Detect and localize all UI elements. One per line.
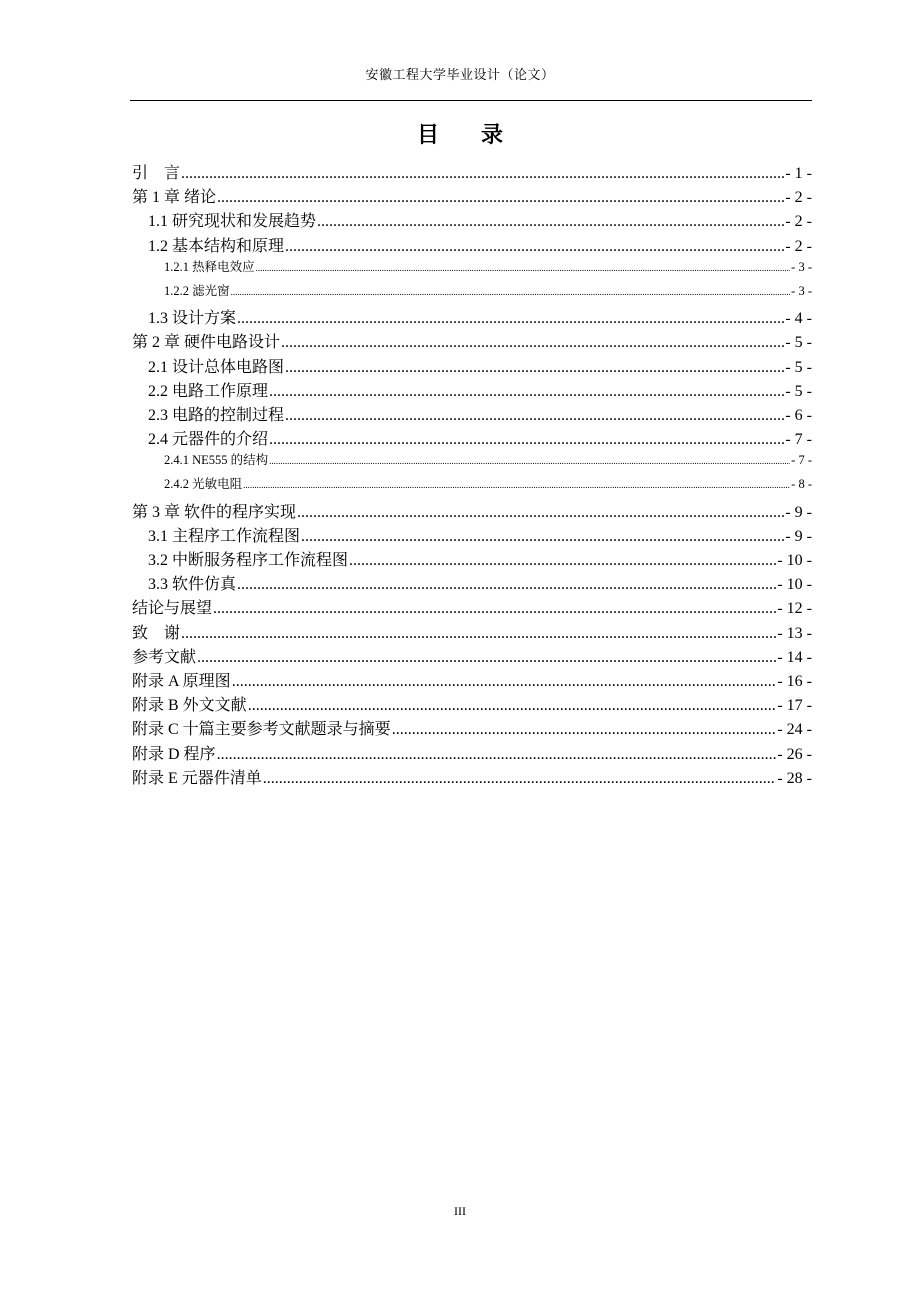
toc-entry[interactable] xyxy=(132,184,812,208)
toc-entry-page: - 9 - xyxy=(785,503,812,521)
toc-entry[interactable] xyxy=(132,233,812,257)
toc-entry-label: 参考文献 xyxy=(132,648,197,666)
toc-entry-page: - 13 - xyxy=(777,624,812,642)
toc-entry-label: 附录 C 十篇主要参考文献题录与摘要 xyxy=(132,721,391,739)
toc-entry-label: 第 3 章 软件的程序实现 xyxy=(132,503,297,521)
toc-entry-label: 2.4 元器件的介绍 xyxy=(148,431,269,449)
toc-entry[interactable] xyxy=(132,765,812,789)
toc-entry-label: 第 1 章 绪论 xyxy=(132,189,217,207)
toc-leader-dots xyxy=(248,697,777,715)
toc-entry[interactable] xyxy=(132,329,812,353)
toc-entry[interactable] xyxy=(132,620,812,644)
toc-entry-page: - 1 - xyxy=(785,165,812,182)
toc-entry[interactable] xyxy=(132,741,812,765)
toc-entry-label: 1.1 研究现状和发展趋势 xyxy=(148,213,317,231)
toc-leader-dots xyxy=(181,625,776,643)
toc-leader-dots xyxy=(297,504,784,522)
toc-entry-label: 附录 B 外文文献 xyxy=(132,697,247,715)
toc-leader-dots xyxy=(263,770,777,788)
toc-entry[interactable] xyxy=(132,547,812,571)
toc-entry-page: - 5 - xyxy=(785,382,812,400)
toc-leader-dots xyxy=(285,359,784,377)
toc-entry[interactable] xyxy=(132,474,812,498)
toc-entry[interactable] xyxy=(132,402,812,426)
toc-leader-dots xyxy=(392,721,777,739)
toc-leader-dots xyxy=(237,310,784,328)
toc-entry-page: - 10 - xyxy=(777,576,812,594)
toc-entry-page: - 5 - xyxy=(785,334,812,352)
toc-entry-page: - 14 - xyxy=(777,648,812,666)
toc-entry-label: 2.4.1 NE555 的结构 xyxy=(164,453,269,468)
toc-entry-label: 1.2 基本结构和原理 xyxy=(148,237,285,255)
toc-leader-dots xyxy=(181,165,784,183)
toc-leader-dots xyxy=(232,673,777,691)
toc-entry-page: - 4 - xyxy=(785,310,812,328)
toc-entry[interactable] xyxy=(132,499,812,523)
toc-entry-page: - 6 - xyxy=(785,406,812,424)
toc-leader-dots xyxy=(231,287,791,297)
toc-entry-page: - 3 - xyxy=(791,259,812,274)
toc-entry-page: - 12 - xyxy=(777,600,812,618)
toc-entry[interactable] xyxy=(132,692,812,716)
toc-entry-label: 附录 E 元器件清单 xyxy=(132,769,262,787)
toc-entry-label: 2.4.2 光敏电阻 xyxy=(164,477,243,492)
toc-entry-label: 2.2 电路工作原理 xyxy=(148,382,269,400)
toc-leader-dots xyxy=(349,552,776,570)
toc-entry-label: 1.2.2 滤光窗 xyxy=(164,283,230,298)
toc-entry-label: 3.2 中断服务程序工作流程图 xyxy=(148,552,349,569)
toc-entry-label: 1.2.1 热释电效应 xyxy=(164,259,255,274)
toc-entry-label: 2.3 电路的控制过程 xyxy=(148,406,285,424)
toc-entry-label: 结论与展望 xyxy=(132,600,213,618)
toc-leader-dots xyxy=(269,431,784,449)
toc-entry-page: - 8 - xyxy=(791,477,812,492)
toc-leader-dots xyxy=(269,383,784,401)
toc-entry[interactable] xyxy=(132,668,812,692)
toc-leader-dots xyxy=(269,456,790,466)
toc-leader-dots xyxy=(317,213,784,231)
toc-entry-label: 2.1 设计总体电路图 xyxy=(148,358,285,376)
toc-entry-page: - 2 - xyxy=(785,189,812,207)
toc-entry-page: - 16 - xyxy=(777,672,812,690)
toc-entry[interactable] xyxy=(132,281,812,305)
toc-entry-page: - 26 - xyxy=(777,745,812,763)
toc-leader-dots xyxy=(237,576,776,594)
header-divider xyxy=(130,100,812,101)
toc-entry[interactable] xyxy=(132,354,812,378)
toc-entry-page: - 28 - xyxy=(777,769,812,787)
page-number: III xyxy=(454,1204,466,1218)
toc-entry[interactable] xyxy=(132,644,812,668)
toc-entry[interactable] xyxy=(132,160,812,184)
toc-leader-dots xyxy=(301,528,784,546)
toc-entry[interactable] xyxy=(132,426,812,450)
toc-entry-label: 第 2 章 硬件电路设计 xyxy=(132,334,281,352)
toc-entry-page: - 2 - xyxy=(785,213,812,231)
toc-leader-dots xyxy=(256,263,791,273)
toc-title xyxy=(0,118,920,149)
toc-entry-label: 1.3 设计方案 xyxy=(148,310,237,328)
toc-entry-page: - 7 - xyxy=(791,453,812,468)
toc-entry[interactable] xyxy=(132,257,812,281)
toc-entry[interactable] xyxy=(132,305,812,329)
toc-leader-dots xyxy=(197,649,776,667)
toc-entry[interactable] xyxy=(132,716,812,740)
toc-leader-dots xyxy=(281,334,784,352)
toc-entry[interactable] xyxy=(132,378,812,402)
toc-leader-dots xyxy=(285,238,784,256)
toc-entry[interactable] xyxy=(132,571,812,595)
toc-entry-label: 引 言 xyxy=(132,165,181,182)
toc-title-right: 录 xyxy=(481,122,504,147)
toc-title-left: 目 xyxy=(416,122,439,147)
toc-entry-page: - 17 - xyxy=(777,697,812,715)
table-of-contents xyxy=(132,160,812,789)
toc-leader-dots xyxy=(243,480,790,490)
page-header: 安徽工程大学毕业设计（论文） xyxy=(365,67,555,82)
toc-entry-page: - 10 - xyxy=(777,552,812,569)
toc-entry[interactable] xyxy=(132,450,812,474)
toc-entry-page: - 7 - xyxy=(785,431,812,449)
toc-entry-page: - 3 - xyxy=(791,283,812,298)
toc-leader-dots xyxy=(285,407,784,425)
toc-entry-label: 附录 A 原理图 xyxy=(132,672,231,690)
toc-leader-dots xyxy=(217,189,784,207)
toc-entry-label: 附录 D 程序 xyxy=(132,745,216,763)
toc-entry[interactable] xyxy=(132,523,812,547)
toc-entry-page: - 5 - xyxy=(785,358,812,376)
toc-entry-label: 3.1 主程序工作流程图 xyxy=(148,527,301,545)
toc-leader-dots xyxy=(213,600,776,618)
toc-entry-page: - 2 - xyxy=(785,237,812,255)
toc-entry-page: - 9 - xyxy=(785,527,812,545)
toc-entry[interactable] xyxy=(132,595,812,619)
toc-entry-label: 致 谢 xyxy=(132,624,181,642)
toc-entry[interactable] xyxy=(132,208,812,232)
toc-leader-dots xyxy=(217,746,777,764)
toc-entry-page: - 24 - xyxy=(777,721,812,739)
toc-entry-label: 3.3 软件仿真 xyxy=(148,576,237,594)
